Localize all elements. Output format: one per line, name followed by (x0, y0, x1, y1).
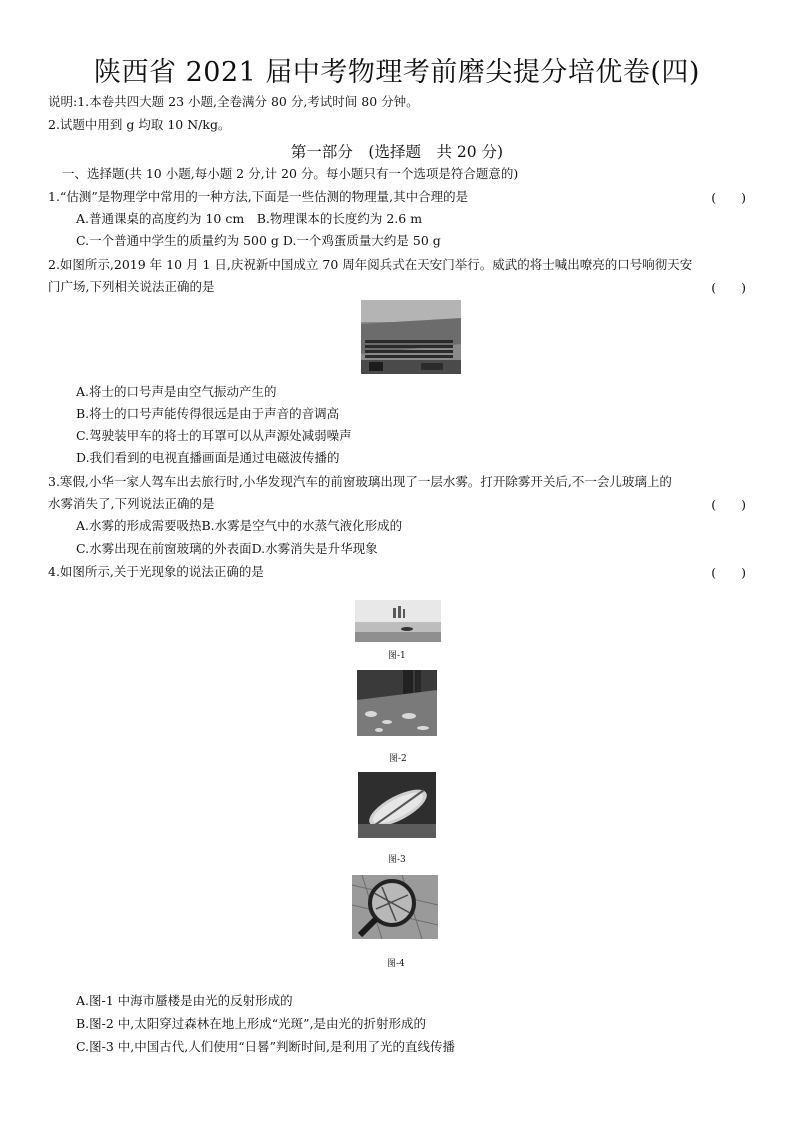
question-2-option-d: D.我们看到的电视直播画面是通过电磁波传播的 (76, 450, 340, 465)
figure-3-sundial-photo (358, 772, 436, 838)
question-1-stem: 1.“估测”是物理学中常用的一种方法,下面是一些估测的物理量,其中合理的是 (48, 189, 469, 204)
instruction-line-2: 2.试题中用到 g 均取 10 N/kg。 (48, 117, 231, 132)
figure-3-caption: 图-3 (388, 855, 406, 865)
question-2-option-c: C.驾驶装甲车的将士的耳罩可以从声源处减弱噪声 (76, 428, 352, 443)
question-2-stem-line-1: 2.如图所示,2019 年 10 月 1 日,庆祝新中国成立 70 周年阅兵式在天安门举行。威武的将士喊出嘹亮的口号响彻天安 (48, 257, 693, 272)
exam-title: 陕西省 2021 届中考物理考前磨尖提分培优卷(四) (94, 57, 700, 88)
section-subtitle: 一、选择题(共 10 小题,每小题 2 分,计 20 分。每小题只有一个选项是符合题意的) (62, 166, 519, 181)
question-3-answer-paren: ( ) (711, 497, 746, 512)
figure-2-caption: 图-2 (389, 754, 407, 764)
section-title: 第一部分 (选择题 共 20 分) (290, 143, 504, 161)
question-2-stem-line-2: 门广场,下列相关说法正确的是 (48, 279, 215, 294)
question-3-stem-line-1: 3.寒假,小华一家人驾车出去旅行时,小华发现汽车的前窗玻璃出现了一层水雾。打开除雾开关后,不一会儿玻璃上的 (48, 474, 672, 489)
figure-1-mirage-photo (355, 600, 441, 642)
question-3-option-cd: C.水雾出现在前窗玻璃的外表面D.水雾消失是升华现象 (76, 541, 378, 556)
figure-4-caption: 图-4 (387, 959, 405, 969)
question-3-stem-line-2: 水雾消失了,下列说法正确的是 (48, 496, 215, 511)
question-4-stem: 4.如图所示,关于光现象的说法正确的是 (48, 564, 264, 579)
question-2-option-a: A.将士的口号声是由空气振动产生的 (76, 384, 277, 399)
question-3-option-ab: A.水雾的形成需要吸热B.水雾是空气中的水蒸气液化形成的 (76, 518, 403, 533)
question-1-answer-paren: ( ) (711, 190, 746, 205)
figure-1-caption: 图-1 (388, 651, 406, 661)
parade-photo (361, 300, 461, 374)
instruction-line-1: 说明:1.本卷共四大题 23 小题,全卷满分 80 分,考试时间 80 分钟。 (48, 94, 419, 109)
question-2-option-b: B.将士的口号声能传得很远是由于声音的音调高 (76, 406, 340, 421)
question-4-option-b: B.图-2 中,太阳穿过森林在地上形成“光斑”,是由光的折射形成的 (76, 1016, 427, 1031)
figure-2-forest-photo (357, 670, 437, 736)
question-1-option-ab: A.普通课桌的高度约为 10 cm B.物理课本的长度约为 2.6 m (76, 211, 423, 226)
figure-4-magnifier-photo (352, 875, 438, 939)
question-2-answer-paren: ( ) (711, 280, 746, 295)
question-4-answer-paren: ( ) (711, 565, 746, 580)
question-1-option-cd: C.一个普通中学生的质量约为 500 g D.一个鸡蛋质量大约是 50 g (76, 233, 441, 248)
question-4-option-c: C.图-3 中,中国古代,人们使用“日晷”判断时间,是利用了光的直线传播 (76, 1039, 455, 1054)
question-4-option-a: A.图-1 中海市蜃楼是由光的反射形成的 (76, 993, 293, 1008)
